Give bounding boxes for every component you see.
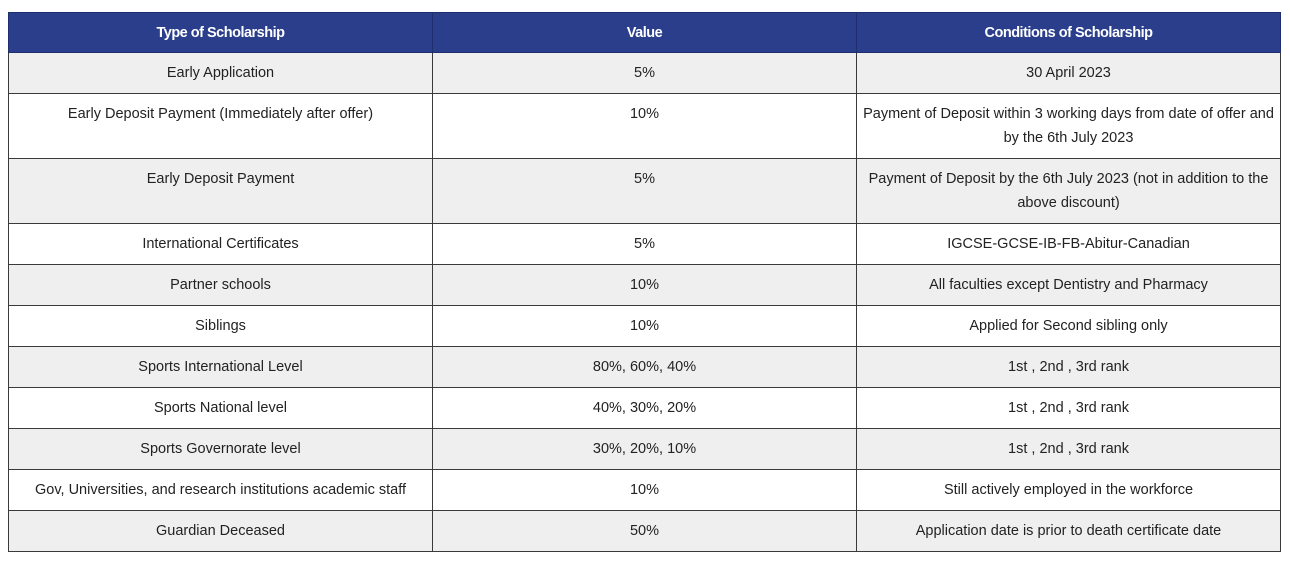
cell-value (433, 429, 857, 470)
cell-value (433, 224, 857, 265)
cell-value-text: 80%, 60%, 40% (592, 359, 697, 375)
table-row (9, 470, 1281, 511)
cell-conditions (857, 265, 1281, 306)
scholarship-table-container (8, 12, 1280, 552)
header-type-of-scholarship: Type of Scholarship (9, 13, 433, 53)
cell-type-text: Early Deposit Payment (Immediately after offer) (67, 106, 374, 122)
cell-type-text: Early Application (166, 65, 275, 81)
cell-conditions-text: Payment of Deposit within 3 working days from date of offer and by the 6th July 2023 (863, 106, 1274, 146)
cell-type-text: Siblings (195, 318, 246, 334)
cell-type (9, 470, 433, 511)
cell-conditions-text: Applied for Second sibling only (969, 318, 1168, 334)
cell-conditions (857, 511, 1281, 552)
cell-value-text: 5% (634, 236, 655, 252)
cell-type-text: Gov, Universities, and research institutions academic staff (35, 482, 406, 498)
cell-value-text: 10% (629, 482, 660, 498)
cell-conditions (857, 429, 1281, 470)
table-row (9, 347, 1281, 388)
cell-type (9, 53, 433, 94)
cell-value-text: 30%, 20%, 10% (592, 441, 697, 457)
table-row (9, 306, 1281, 347)
cell-conditions-text: All faculties except Dentistry and Pharmacy (929, 277, 1208, 293)
cell-type-text: International Certificates (142, 236, 299, 252)
cell-value-text: 10% (629, 106, 660, 122)
cell-value-text: 5% (634, 171, 655, 187)
table-row (9, 511, 1281, 552)
table-row (9, 429, 1281, 470)
table-row (9, 388, 1281, 429)
cell-value-text: 10% (629, 277, 660, 293)
table-row (9, 224, 1281, 265)
cell-conditions-text: 1st , 2nd , 3rd rank (1008, 359, 1129, 375)
cell-value-text: 5% (634, 65, 655, 81)
header-conditions-of-scholarship: Conditions of Scholarship (857, 13, 1281, 53)
table-header (9, 13, 1281, 53)
table-row (9, 159, 1281, 224)
cell-type-text: Sports International Level (138, 359, 303, 375)
cell-conditions (857, 388, 1281, 429)
cell-type-text: Guardian Deceased (156, 523, 285, 539)
cell-value (433, 306, 857, 347)
cell-conditions (857, 94, 1281, 159)
cell-type-text: Sports National level (154, 400, 287, 416)
cell-type (9, 511, 433, 552)
cell-value-text: 50% (629, 523, 660, 539)
cell-conditions (857, 53, 1281, 94)
cell-type (9, 94, 433, 159)
cell-type (9, 159, 433, 224)
table-row (9, 94, 1281, 159)
cell-conditions (857, 347, 1281, 388)
table-row (9, 265, 1281, 306)
cell-type (9, 224, 433, 265)
cell-type-text: Sports Governorate level (140, 441, 301, 457)
cell-value (433, 94, 857, 159)
cell-value (433, 265, 857, 306)
header-row (9, 13, 1281, 53)
cell-value (433, 388, 857, 429)
cell-value (433, 159, 857, 224)
table-body (9, 53, 1281, 552)
cell-value-text: 10% (629, 318, 660, 334)
table-row (9, 53, 1281, 94)
cell-conditions (857, 306, 1281, 347)
cell-conditions (857, 159, 1281, 224)
cell-type (9, 306, 433, 347)
cell-value (433, 53, 857, 94)
cell-type (9, 265, 433, 306)
cell-value-text: 40%, 30%, 20% (592, 400, 697, 416)
cell-type-text: Partner schools (170, 277, 271, 293)
cell-type (9, 388, 433, 429)
cell-conditions-text: IGCSE-GCSE-IB-FB-Abitur-Canadian (947, 236, 1190, 252)
cell-type (9, 347, 433, 388)
cell-value (433, 470, 857, 511)
cell-conditions-text: 30 April 2023 (1026, 65, 1111, 81)
cell-value (433, 511, 857, 552)
cell-conditions-text: Application date is prior to death certificate date (915, 523, 1222, 539)
cell-conditions-text: Still actively employed in the workforce (943, 482, 1194, 498)
cell-conditions-text: Payment of Deposit by the 6th July 2023 (not in addition to the above discount) (868, 171, 1269, 211)
cell-conditions-text: 1st , 2nd , 3rd rank (1008, 441, 1129, 457)
cell-value (433, 347, 857, 388)
cell-conditions (857, 224, 1281, 265)
scholarship-table (8, 12, 1281, 552)
cell-type-text: Early Deposit Payment (146, 171, 295, 187)
cell-type (9, 429, 433, 470)
header-value: Value (433, 13, 857, 53)
cell-conditions-text: 1st , 2nd , 3rd rank (1008, 400, 1129, 416)
cell-conditions (857, 470, 1281, 511)
